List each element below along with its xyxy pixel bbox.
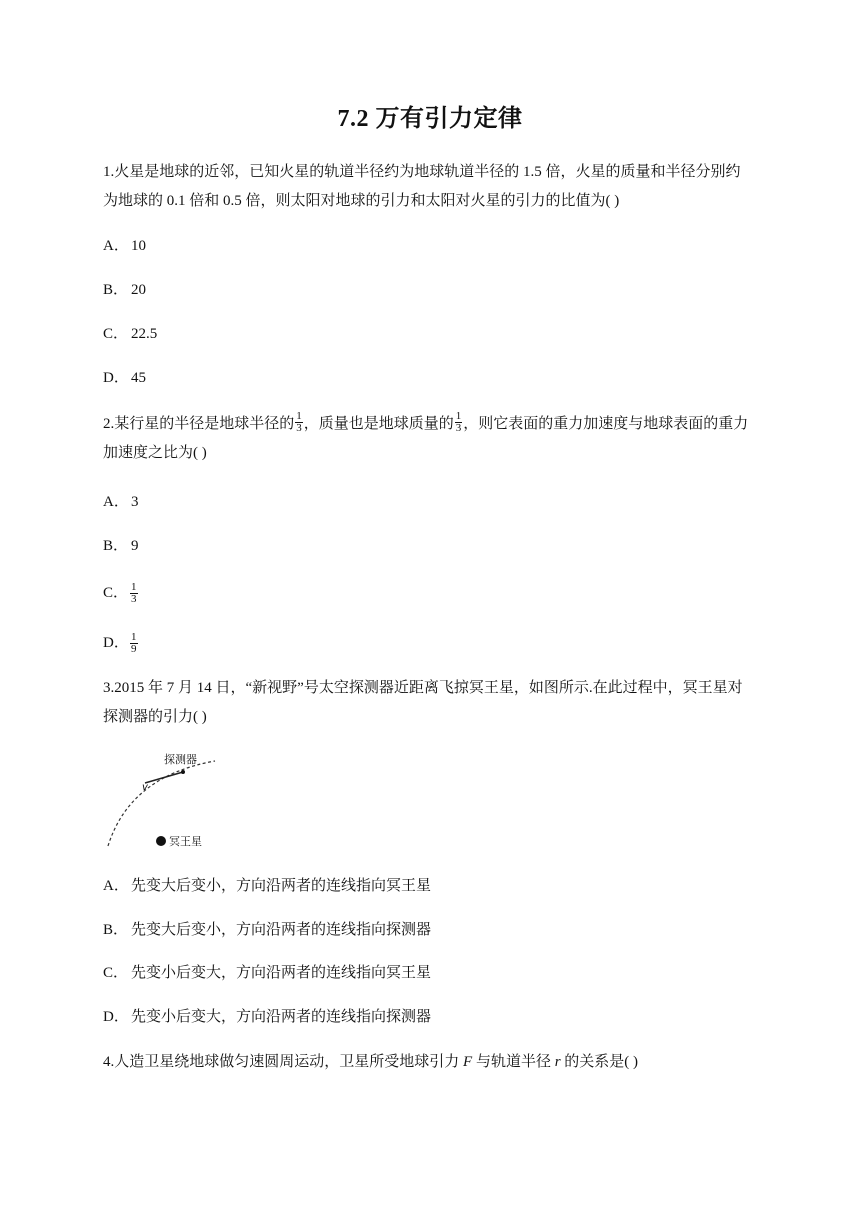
velocity-label: v bbox=[142, 782, 148, 793]
question-1-option-a bbox=[103, 236, 146, 256]
question-2-option-d bbox=[103, 632, 139, 655]
probe-dot bbox=[181, 770, 185, 774]
question-2-line-1 bbox=[103, 410, 763, 439]
question-2-text-part: ，质量也是地球质量的 bbox=[303, 416, 454, 432]
question-2-option-b bbox=[103, 536, 139, 556]
fraction-one-ninth bbox=[130, 632, 138, 655]
question-2-option-c bbox=[103, 582, 139, 605]
question-3-option-c bbox=[103, 963, 431, 983]
question-4-text-part: 与轨道半径 bbox=[472, 1054, 555, 1070]
question-3-option-d bbox=[103, 1007, 431, 1027]
option-text: 22.5 bbox=[131, 326, 158, 342]
pluto-dot bbox=[156, 836, 166, 846]
question-2-text-part: ，则它表面的重力加速度与地球表面的重力 bbox=[463, 416, 749, 432]
option-letter: C． bbox=[103, 965, 129, 981]
fraction-numerator: 1 bbox=[455, 410, 462, 423]
trajectory-path bbox=[108, 761, 215, 846]
question-2-stem bbox=[103, 410, 763, 468]
option-text: 3 bbox=[131, 494, 139, 510]
option-text: 20 bbox=[131, 282, 146, 298]
option-text: 先变小后变大，方向沿两者的连线指向探测器 bbox=[131, 1009, 432, 1025]
option-letter: B． bbox=[103, 538, 129, 554]
option-letter: D． bbox=[103, 370, 129, 386]
question-1-line-2: 为地球的 0.1 倍和 0.5 倍，则太阳对地球的引力和太阳对火星的引力的比值为( ) bbox=[103, 193, 620, 209]
option-text: 9 bbox=[131, 538, 139, 554]
option-letter: D． bbox=[103, 634, 129, 651]
fraction-denominator: 3 bbox=[455, 422, 462, 435]
question-1-option-b bbox=[103, 280, 146, 300]
question-2-option-a bbox=[103, 492, 139, 512]
option-letter: A． bbox=[103, 494, 129, 510]
question-2-line-2: 加速度之比为( ) bbox=[103, 445, 207, 461]
fraction-denominator: 9 bbox=[131, 643, 137, 655]
option-letter: C． bbox=[103, 326, 129, 342]
flyby-diagram bbox=[100, 748, 230, 848]
question-4-text-part: 4.人造卫星绕地球做匀速圆周运动，卫星所受地球引力 bbox=[103, 1054, 464, 1070]
force-variable: F bbox=[463, 1054, 473, 1070]
fraction-numerator: 1 bbox=[131, 631, 137, 643]
page-title: 7.2 万有引力定律 bbox=[337, 106, 523, 132]
question-1-line-1: 1.火星是地球的近邻，已知火星的轨道半径约为地球轨道半径的 1.5 倍，火星的质量和半径分别约 bbox=[103, 164, 741, 180]
question-3-option-a bbox=[103, 876, 431, 896]
fraction-denominator: 3 bbox=[131, 593, 137, 605]
option-text: 45 bbox=[131, 370, 146, 386]
option-text: 先变大后变小，方向沿两者的连线指向冥王星 bbox=[131, 878, 432, 894]
fraction-one-third bbox=[130, 582, 138, 605]
fraction-one-third bbox=[455, 411, 463, 434]
velocity-arrow bbox=[145, 772, 183, 783]
question-3-stem bbox=[103, 674, 763, 732]
fraction-numerator: 1 bbox=[296, 410, 302, 423]
pluto-label: 冥王星 bbox=[169, 835, 202, 848]
option-letter: A． bbox=[103, 238, 129, 254]
option-text: 先变小后变大，方向沿两者的连线指向冥王星 bbox=[131, 965, 432, 981]
question-2-text-part: 2.某行星的半径是地球半径的 bbox=[103, 416, 295, 432]
question-4-text-part: 的关系是( ) bbox=[560, 1054, 639, 1070]
question-3-option-b bbox=[103, 920, 431, 940]
option-letter: A． bbox=[103, 878, 129, 894]
radius-variable: r bbox=[554, 1054, 561, 1070]
option-letter: B． bbox=[103, 282, 129, 298]
fraction-denominator: 3 bbox=[296, 422, 302, 435]
question-3-line-1: 3.2015 年 7 月 14 日，“新视野”号太空探测器近距离飞掠冥王星，如图所示.在此过程中，冥王星对 bbox=[103, 680, 743, 696]
question-1-option-c bbox=[103, 324, 157, 344]
option-letter: D． bbox=[103, 1009, 129, 1025]
probe-label: 探测器 bbox=[164, 753, 197, 766]
fraction-numerator: 1 bbox=[131, 581, 137, 593]
question-4-stem bbox=[103, 1048, 763, 1077]
option-text: 先变大后变小，方向沿两者的连线指向探测器 bbox=[131, 922, 432, 938]
option-letter: C． bbox=[103, 584, 129, 601]
option-text: 10 bbox=[131, 238, 146, 254]
option-letter: B． bbox=[103, 922, 129, 938]
question-1-stem bbox=[103, 158, 763, 216]
question-3-line-2: 探测器的引力( ) bbox=[103, 709, 207, 725]
question-1-option-d bbox=[103, 368, 146, 388]
fraction-one-third bbox=[295, 411, 303, 434]
